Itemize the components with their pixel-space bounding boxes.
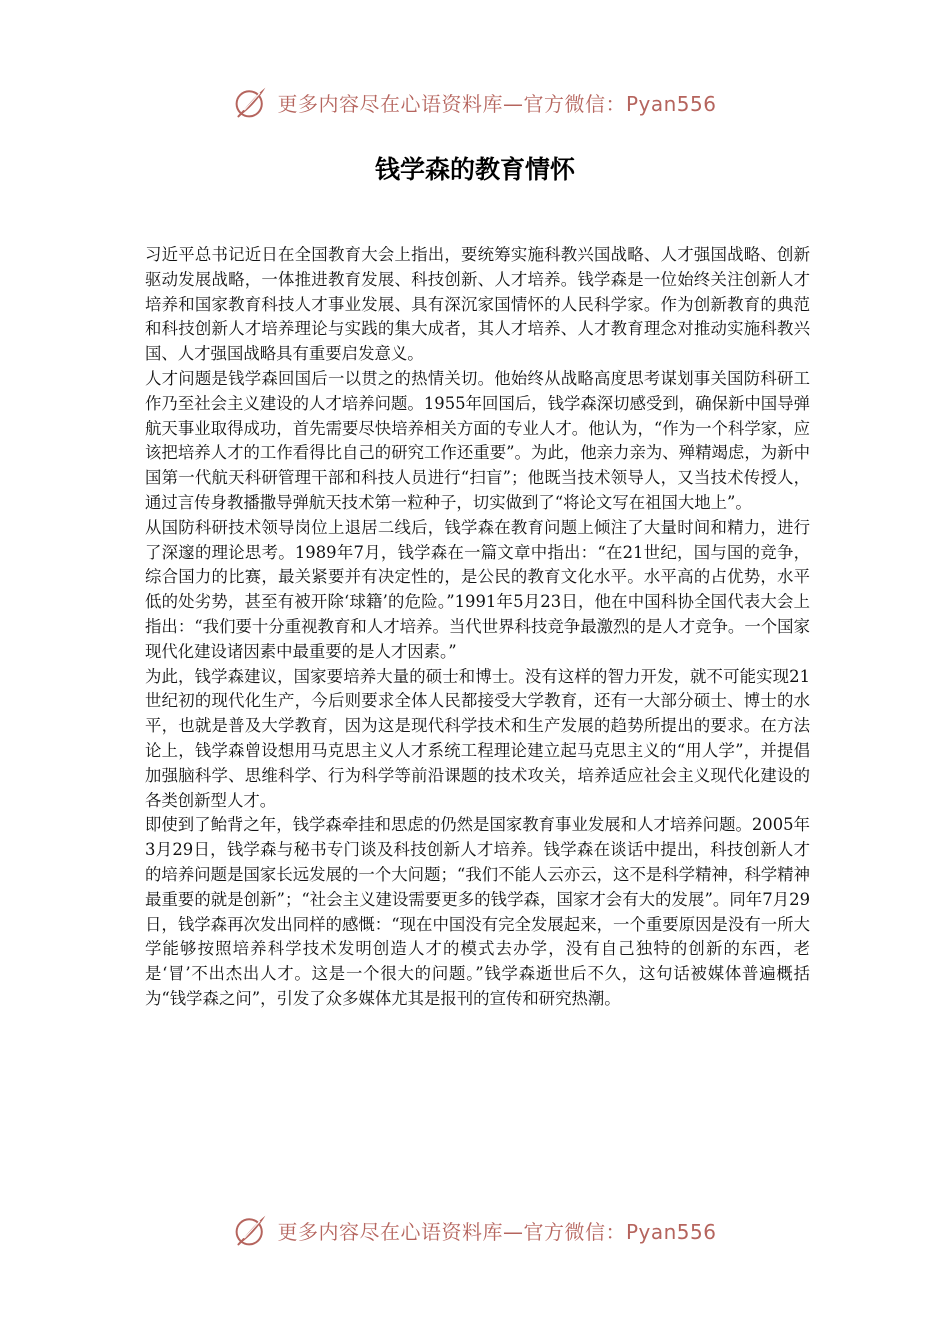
footer-banner: [0, 1210, 950, 1250]
paragraph-5: 即使到了鲐背之年，钱学森牵挂和思虑的仍然是国家教育事业发展和人才培养问题。2005年3月29日，钱学森与秘书专门谈及科技创新人才培养。钱学森在谈话中提出，科技创新人才的培养问题是国家长远发展的一个大问题；“我们不能人云亦云，这不是科学精神，科学精神最重要的就是创新”；“社会主义建设需要更多的钱学森，国家才会有大的发展”。同年7月29日，钱学森再次发出同样的感慨：“现在中国没有完全发展起来，一个重要原因是没有一所大学能够按照培养科学技术发明创造人才的模式去办学，没有自己独特的创新的东西，老是‘冒’不出杰出人才。这是一个很大的问题。”钱学森逝世后不久，这句话被媒体普遍概括为“钱学森之问”，引发了众多媒体尤其是报刊的宣传和研究热潮。: [145, 815, 810, 1008]
header-banner: [0, 82, 950, 122]
footer-banner-text: 更多内容尽在心语资料库—官方微信：Pyan556: [277, 1219, 717, 1244]
article-body: [145, 243, 810, 1012]
header-banner-text: 更多内容尽在心语资料库—官方微信：Pyan556: [277, 91, 717, 116]
quill-pen-logo-icon: [233, 84, 269, 120]
paragraph-4: 为此，钱学森建议，国家要培养大量的硕士和博士。没有这样的智力开发，就不可能实现21世纪初的现代化生产，今后则要求全体人民都接受大学教育，还有一大部分硕士、博士的水平，也就是普及大学教育，因为这是现代科学技术和生产发展的趋势所提出的要求。在方法论上，钱学森曾设想用马克思主义人才系统工程理论建立起马克思主义的“用人学”，并提倡加强脑科学、思维科学、行为科学等前沿课题的技术攻关，培养适应社会主义现代化建设的各类创新型人才。: [145, 666, 810, 810]
document-title: 钱学森的教育情怀: [374, 155, 575, 184]
paragraph-2: 人才问题是钱学森回国后一以贯之的热情关切。他始终从战略高度思考谋划事关国防科研工作乃至社会主义建设的人才培养问题。1955年回国后，钱学森深切感受到，确保新中国导弹航天事业取得成功，首先需要尽快培养相关方面的专业人才。他认为，“作为一个科学家，应该把培养人才的工作看得比自己的研究工作还重要”。为此，他亲力亲为、殚精竭虑，为新中国第一代航天科研管理干部和科技人员进行“扫盲”；他既当技术领导人，又当技术传授人，通过言传身教播撒导弹航天技术第一粒种子，切实做到了“将论文写在祖国大地上”。: [145, 368, 810, 512]
paragraph-3: 从国防科研技术领导岗位上退居二线后，钱学森在教育问题上倾注了大量时间和精力，进行了深邃的理论思考。1989年7月，钱学森在一篇文章中指出：“在21世纪，国与国的竞争，综合国力的比赛，最关紧要并有决定性的，是公民的教育文化水平。水平高的占优势，水平低的处劣势，甚至有被开除‘球籍’的危险。”1991年5月23日，他在中国科协全国代表大会上指出：“我们要十分重视教育和人才培养。当代世界科技竞争最激烈的是人才竞争。一个国家现代化建设诸因素中最重要的是人才因素。”: [145, 517, 810, 661]
paragraph-1: 习近平总书记近日在全国教育大会上指出，要统筹实施科教兴国战略、人才强国战略、创新驱动发展战略，一体推进教育发展、科技创新、人才培养。钱学森是一位始终关注创新人才培养和国家教育科技人才事业发展、具有深沉家国情怀的人民科学家。作为创新教育的典范和科技创新人才培养理论与实践的集大成者，其人才培养、人才教育理念对推动实施科教兴国、人才强国战略具有重要启发意义。: [145, 245, 810, 364]
quill-pen-logo-icon: [233, 1212, 269, 1248]
